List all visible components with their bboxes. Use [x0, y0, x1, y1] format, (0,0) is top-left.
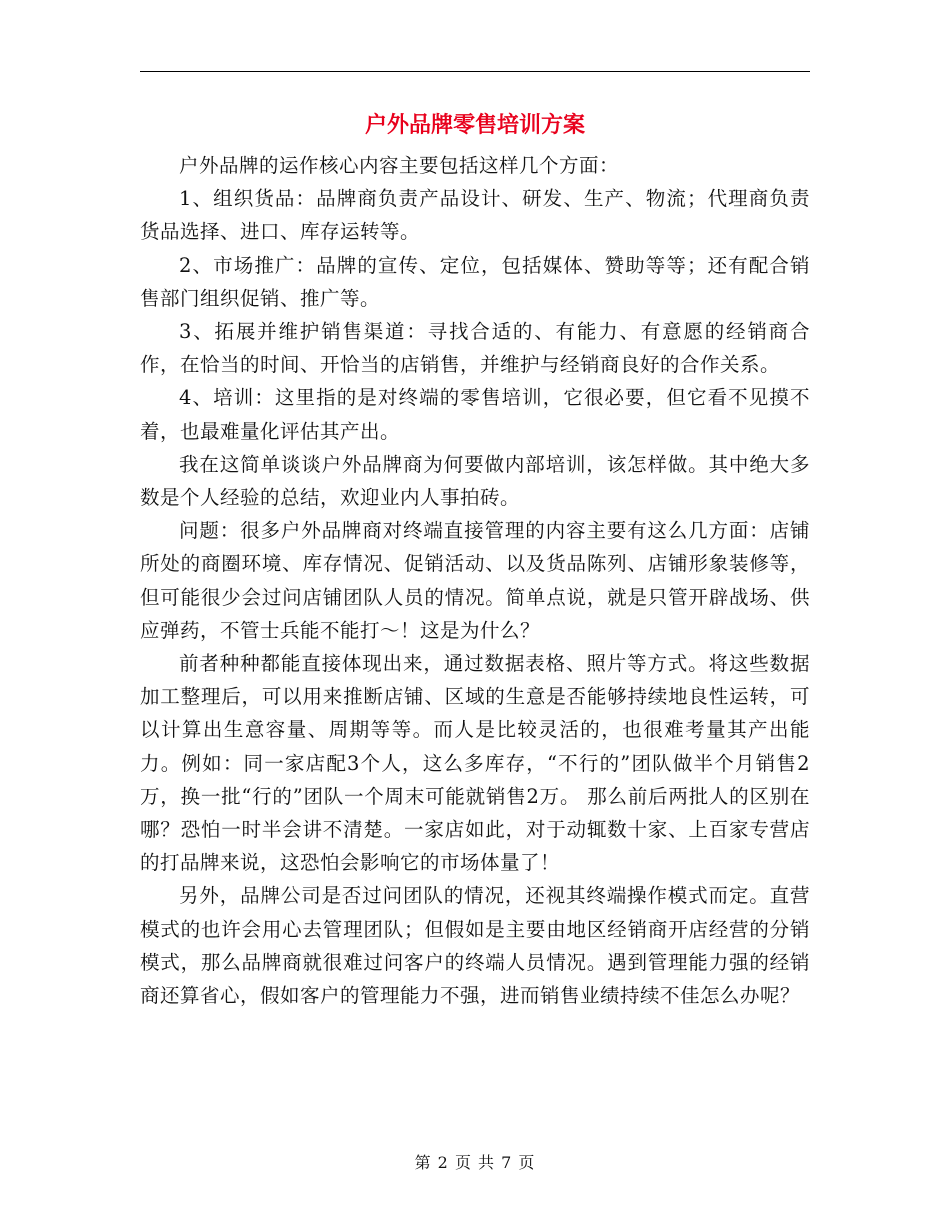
paragraph-question: 问题：很多户外品牌商对终端直接管理的内容主要有这么几方面：店铺所处的商圈环境、库存情况、促销活动、以及货品陈列、店铺形象装修等，但可能很少会过问店铺团队人员的情况。简单点说，就是只管开辟战场、供应弹药，不管士兵能不能打～！这是为什么？ [140, 519, 810, 642]
paragraph-intro: 户外品牌的运作核心内容主要包括这样几个方面： [179, 154, 620, 177]
header-rule [140, 71, 810, 72]
paragraph-item-1: 1、组织货品：品牌商负责产品设计、研发、生产、物流；代理商负责货品选择、进口、库存运转等。 [140, 187, 810, 244]
paragraph-additional: 另外，品牌公司是否过问团队的情况，还视其终端操作模式而定。直营模式的也许会用心去管理团队；但假如是主要由地区经销商开店经营的分销模式，那么品牌商就很难过问客户的终端人员情况。遇到管理能力强的经销商还算省心，假如客户的管理能力不强，进而销售业绩持续不佳怎么办呢？ [140, 884, 810, 1008]
paragraph-author-note: 我在这简单谈谈户外品牌商为何要做内部培训，该怎样做。其中绝大多数是个人经验的总结，欢迎业内人事拍砖。 [140, 452, 810, 510]
paragraph-item-2: 2、市场推广：品牌的宣传、定位，包括媒体、赞助等等；还有配合销售部门组织促销、推广等。 [140, 253, 810, 310]
paragraph-item-4: 4、培训：这里指的是对终端的零售培训，它很必要，但它看不见摸不着，也最难量化评估其产出。 [140, 386, 810, 443]
paragraph-analysis: 前者种种都能直接体现出来，通过数据表格、照片等方式。将这些数据加工整理后，可以用来推断店铺、区域的生意是否能够持续地良性运转，可以计算出生意容量、周期等等。而人是比较灵活的，也很难考量其产出能力。例如：同一家店配3个人，这么多库存，“不行的”团队做半个月销售2万，换一批“行的”团队一个周末可能就销售2万。 那么前后两批人的区别在哪？恐怕一时半会讲不清楚。一家店如此，对于动辄数十家、上百家专营店的打品牌来说，这恐怕会影响它的市场体量了！ [140, 652, 810, 875]
page-number-footer: 第 2 页 共 7 页 [414, 1153, 536, 1172]
document-title: 户外品牌零售培训方案 [364, 113, 585, 138]
document-body [140, 149, 810, 1012]
paragraph-item-3: 3、拓展并维护销售渠道：寻找合适的、有能力、有意愿的经销商合作，在恰当的时间、开恰当的店销售，并维护与经销商良好的合作关系。 [140, 320, 810, 377]
